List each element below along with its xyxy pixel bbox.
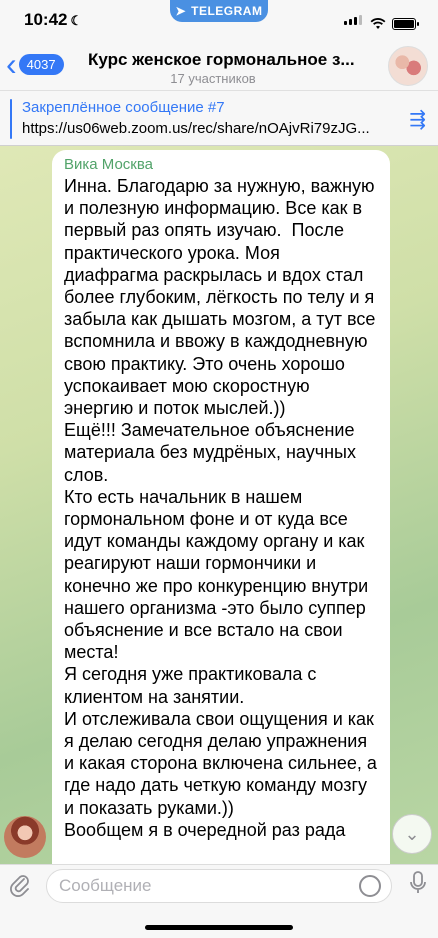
back-button[interactable] <box>6 46 64 82</box>
attach-icon[interactable] <box>10 873 30 903</box>
chat-title[interactable]: Курс женское гормональное з... <box>88 50 355 69</box>
input-bar <box>0 864 438 938</box>
telegram-plane-icon: ➤ <box>175 4 187 18</box>
chevron-down-icon: ⌄ <box>404 823 420 844</box>
status-icons <box>344 12 416 30</box>
scroll-down-button[interactable] <box>392 814 432 854</box>
chat-area[interactable] <box>0 146 438 864</box>
message-bubble[interactable] <box>52 150 390 864</box>
sender-avatar[interactable] <box>4 816 46 858</box>
pinned-title: Закреплённое сообщение #7 <box>22 99 225 116</box>
message-field <box>46 869 392 903</box>
status-time: 10:42 ☾ <box>24 10 83 29</box>
telegram-pill-label: TELEGRAM <box>191 4 263 18</box>
pin-list-icon[interactable]: ⇶ <box>409 109 426 131</box>
pinned-text: https://us06web.zoom.us/rec/share/nOAjvRi79zJG... <box>22 120 370 137</box>
chevron-left-icon: ‹ <box>6 46 17 82</box>
status-bar <box>0 0 438 40</box>
message-sender[interactable]: Вика Москва <box>64 156 153 173</box>
message-text: Инна. Благодарю за нужную, важную и полезную информацию. Все как в первый раз опять изучаю. После практического урока. Моя диафрагма раскрылась и вдох стал более глубоким, лёгкость по телу и я забыла как дышать мозгом, а тут все вспомнила и ввожу в каждодневную свою практику. Это очень хорошо успокаивает мою скоростную энергию и поток мыслей.)) Ещё!!! Замечательное объяснение материала без мудрёных, научных слов. Кто есть начальник в нашем гормональном фоне и от куда все идут команды каждому органу и как реагируют наши гормончики и конечно же про конкуренцию внутри нашего организма -это было суппер объяснение и все встало на свои места! Я сегодня уже практиковала с клиентом на занятии. И отслеживала свои ощущения и как я делаю сегодня делаю упражнения и какая сторона включена сильнее, а где надо дать четкую команду мозгу и показать руками.)) Вообщем я в очередной раз рада <box>64 176 377 840</box>
microphone-icon[interactable] <box>410 871 426 901</box>
moon-icon: ☾ <box>70 13 83 28</box>
pinned-indicator <box>10 99 12 139</box>
message-input[interactable] <box>47 870 327 902</box>
chat-avatar[interactable] <box>388 46 428 86</box>
telegram-pill[interactable] <box>170 0 268 22</box>
wifi-icon <box>370 18 386 30</box>
sticker-icon[interactable] <box>359 875 381 897</box>
unread-badge: 4037 <box>19 54 64 75</box>
pinned-message[interactable] <box>0 90 438 146</box>
chat-subtitle: 17 участников <box>170 71 256 86</box>
battery-icon <box>392 18 416 30</box>
signal-icon <box>344 12 364 30</box>
home-indicator <box>145 925 293 930</box>
chat-header <box>0 40 438 90</box>
